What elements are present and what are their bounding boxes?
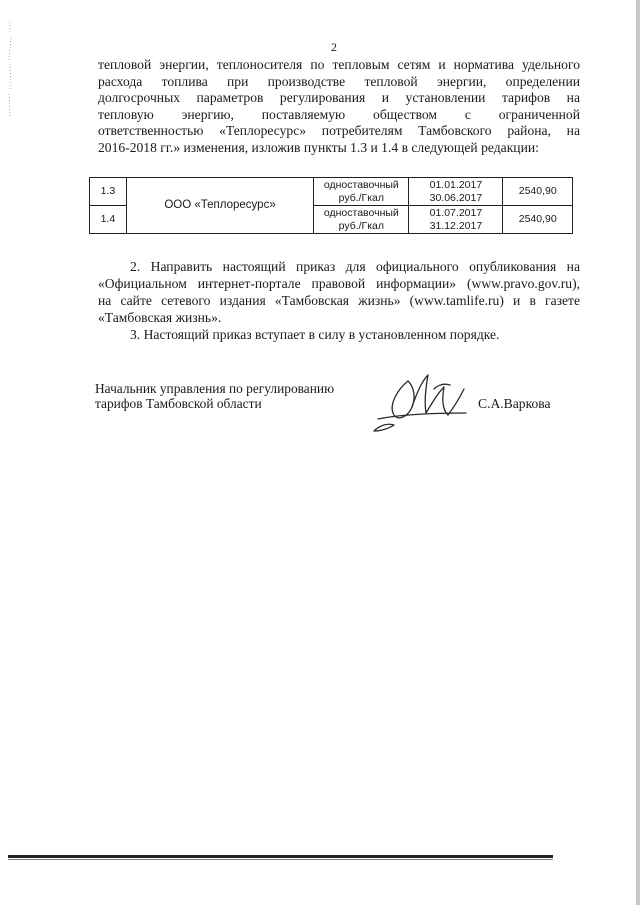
period-from: 01.07.2017 xyxy=(429,207,483,219)
signer-name: С.А.Варкова xyxy=(478,396,551,411)
period-cell xyxy=(409,178,503,206)
tariff-unit: руб./Гкал xyxy=(338,191,385,204)
scan-bottom-rule xyxy=(8,855,553,858)
tariff-unit: руб./Гкал xyxy=(338,219,385,232)
period-cell xyxy=(409,206,503,234)
page-number: 2 xyxy=(331,40,337,54)
period-to: 30.06.2017 xyxy=(429,191,483,204)
margin-scan-marks xyxy=(3,20,17,120)
scan-bottom-rule xyxy=(8,859,553,860)
item-2-line: 2. Направить настоящий приказ для официального опубликования на xyxy=(130,259,580,274)
item-3-line: 3. Настоящий приказ вступает в силу в установленном порядке. xyxy=(130,327,500,342)
tariff-value: 2540,90 xyxy=(503,206,573,234)
signer-title-line: тарифов Тамбовской области xyxy=(95,396,262,411)
intro-line: ответственностью «Теплоресурс» потребителям Тамбовского района, на xyxy=(98,123,580,139)
item-3-paragraph xyxy=(98,326,580,343)
tariff-type-cell xyxy=(314,206,409,234)
period-from: 01.01.2017 xyxy=(429,179,483,191)
intro-line: тепловой энергии, теплоносителя по тепловым сетям и норматива удельного xyxy=(98,57,580,72)
intro-line: тепловую энергию, поставляемую обществом с ограниченной xyxy=(98,106,580,122)
tariff-value: 2540,90 xyxy=(503,178,573,206)
item-2-line: на сайте сетевого издания «Тамбовская жизнь» (www.tamlife.ru) и в газете xyxy=(98,293,580,308)
row-number: 1.3 xyxy=(90,178,127,206)
signer-title xyxy=(95,381,334,411)
period-to: 31.12.2017 xyxy=(429,219,483,232)
item-2-line: «Официальном интернет-портале правовой информации» (www.pravo.gov.ru), xyxy=(98,276,580,291)
intro-paragraph xyxy=(98,57,580,157)
signer-title-line: Начальник управления по регулированию xyxy=(95,381,335,396)
scan-edge-shadow xyxy=(636,0,640,905)
tariff-table xyxy=(89,177,573,234)
item-2-paragraph xyxy=(98,258,580,326)
intro-line: 2016-2018 гг.» изменения, изложив пункты 1.3 и 1.4 в следующей редакции: xyxy=(98,139,539,155)
handwritten-signature xyxy=(368,367,478,437)
organization-cell: ООО «Теплоресурс» xyxy=(126,178,314,234)
table-row xyxy=(90,178,573,206)
tariff-type-cell xyxy=(314,178,409,206)
tariff-type: одноставочный xyxy=(323,179,399,191)
item-2-line: «Тамбовская жизнь». xyxy=(98,310,222,325)
intro-line: расхода топлива при производстве тепловой энергии, определении xyxy=(98,73,580,89)
tariff-type: одноставочный xyxy=(323,207,399,219)
row-number: 1.4 xyxy=(90,206,127,234)
intro-line: долгосрочных параметров регулирования и установлении тарифов на xyxy=(98,90,580,106)
